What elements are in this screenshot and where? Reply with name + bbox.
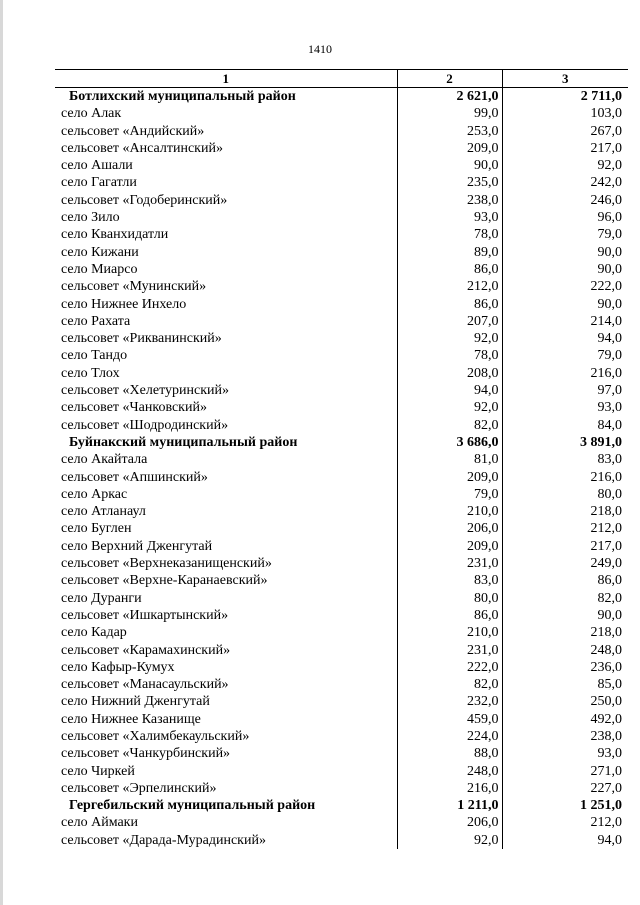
row-value-col-2: 216,0: [397, 780, 502, 797]
row-value-col-3: 2 711,0: [502, 88, 628, 106]
row-value-col-3: 248,0: [502, 642, 628, 659]
row-value-col-2: 92,0: [397, 330, 502, 347]
row-value-col-3: 212,0: [502, 814, 628, 831]
row-name: село Алак: [61, 106, 122, 122]
row-value-col-2: 206,0: [397, 520, 502, 537]
row-value-col-3: 212,0: [502, 520, 628, 537]
row-value-col-2: 209,0: [397, 538, 502, 555]
row-value-col-3: 218,0: [502, 503, 628, 520]
row-value-col-2: 231,0: [397, 642, 502, 659]
row-value-col-3: 267,0: [502, 123, 628, 140]
row-name: село Кванхидатли: [61, 227, 169, 243]
row-value-col-3: 92,0: [502, 157, 628, 174]
table-row: [55, 347, 628, 364]
row-value-col-3: 90,0: [502, 244, 628, 261]
row-name: сельсовет «Хелетуринский»: [61, 383, 229, 399]
row-value-col-2: 82,0: [397, 417, 502, 434]
row-name: сельсовет «Халимбекаульский»: [61, 728, 250, 744]
row-name: село Рахата: [61, 313, 131, 329]
row-value-col-3: 84,0: [502, 417, 628, 434]
table-row: [55, 296, 628, 313]
row-value-col-2: 82,0: [397, 676, 502, 693]
header-col-2: 2: [397, 70, 502, 88]
row-name: село Зило: [61, 210, 120, 226]
row-value-col-3: 246,0: [502, 192, 628, 209]
row-name: село Тлох: [61, 365, 120, 381]
row-value-col-2: 209,0: [397, 140, 502, 157]
table-row: [55, 399, 628, 416]
row-name: Буйнакский муниципальный район: [69, 434, 298, 450]
table-row: [55, 745, 628, 762]
row-value-col-2: 83,0: [397, 572, 502, 589]
row-value-col-2: 206,0: [397, 814, 502, 831]
row-value-col-3: 222,0: [502, 278, 628, 295]
row-value-col-2: 3 686,0: [397, 434, 502, 451]
row-value-col-2: 210,0: [397, 624, 502, 641]
table-row: [55, 814, 628, 831]
table-row: [55, 676, 628, 693]
row-value-col-2: 92,0: [397, 832, 502, 849]
row-value-col-3: 3 891,0: [502, 434, 628, 451]
table-row: [55, 365, 628, 382]
row-value-col-3: 79,0: [502, 347, 628, 364]
table-header: [55, 70, 628, 88]
row-value-col-2: 224,0: [397, 728, 502, 745]
table-row: [55, 192, 628, 209]
table-row: [55, 105, 628, 122]
table-row: [55, 763, 628, 780]
header-col-3: 3: [502, 70, 628, 88]
row-value-col-3: 79,0: [502, 226, 628, 243]
row-name: сельсовет «Эрпелинский»: [61, 780, 217, 796]
row-value-col-2: 86,0: [397, 607, 502, 624]
table-row: [55, 711, 628, 728]
row-name: сельсовет «Чанкурбинский»: [61, 746, 231, 762]
row-name: сельсовет «Рикванинский»: [61, 331, 222, 347]
row-value-col-2: 80,0: [397, 590, 502, 607]
row-name: сельсовет «Дарада-Мурадинский»: [61, 832, 266, 848]
row-value-col-2: 238,0: [397, 192, 502, 209]
row-name: сельсовет «Годоберинский»: [61, 192, 228, 208]
row-value-col-2: 93,0: [397, 209, 502, 226]
row-value-col-2: 78,0: [397, 347, 502, 364]
row-value-col-2: 81,0: [397, 451, 502, 468]
scan-edge: [0, 0, 3, 905]
table-row: [55, 503, 628, 520]
row-name: село Кадар: [61, 625, 127, 641]
row-value-col-3: 93,0: [502, 745, 628, 762]
row-name: село Нижний Дженгутай: [61, 694, 210, 710]
table-row: [55, 555, 628, 572]
table-row: [55, 313, 628, 330]
row-name: село Кижани: [61, 244, 139, 260]
table-row: [55, 780, 628, 797]
table-row: [55, 572, 628, 589]
row-value-col-2: 208,0: [397, 365, 502, 382]
row-value-col-3: 238,0: [502, 728, 628, 745]
row-value-col-2: 90,0: [397, 157, 502, 174]
table-row: [55, 486, 628, 503]
row-value-col-2: 210,0: [397, 503, 502, 520]
row-value-col-3: 90,0: [502, 261, 628, 278]
row-value-col-3: 218,0: [502, 624, 628, 641]
row-value-col-2: 253,0: [397, 123, 502, 140]
row-name: сельсовет «Апшинский»: [61, 469, 208, 485]
table-row: [55, 244, 628, 261]
row-value-col-2: 86,0: [397, 261, 502, 278]
table-row: [55, 607, 628, 624]
row-value-col-2: 235,0: [397, 174, 502, 191]
row-name: сельсовет «Верхнеказанищенский»: [61, 556, 272, 572]
row-value-col-2: 88,0: [397, 745, 502, 762]
page-number: 1410: [308, 42, 332, 56]
row-name: сельсовет «Андийский»: [61, 123, 205, 139]
row-value-col-2: 212,0: [397, 278, 502, 295]
table-row: [55, 693, 628, 710]
row-value-col-3: 492,0: [502, 711, 628, 728]
row-value-col-3: 93,0: [502, 399, 628, 416]
row-value-col-3: 236,0: [502, 659, 628, 676]
row-name: село Акайтала: [61, 452, 148, 468]
row-value-col-3: 90,0: [502, 607, 628, 624]
row-name: сельсовет «Ишкартынский»: [61, 607, 229, 623]
row-value-col-3: 96,0: [502, 209, 628, 226]
table-row: [55, 382, 628, 399]
header-col-1: 1: [55, 70, 397, 88]
data-table: [55, 69, 628, 849]
table-row: [55, 278, 628, 295]
row-value-col-2: 232,0: [397, 693, 502, 710]
row-name: село Аркас: [61, 486, 128, 502]
row-value-col-3: 271,0: [502, 763, 628, 780]
table-body: [55, 88, 628, 850]
data-table-container: [55, 69, 628, 849]
row-value-col-3: 83,0: [502, 451, 628, 468]
row-value-col-2: 1 211,0: [397, 797, 502, 814]
row-value-col-3: 214,0: [502, 313, 628, 330]
table-row: [55, 520, 628, 537]
row-value-col-3: 250,0: [502, 693, 628, 710]
row-name: село Ашали: [61, 158, 133, 174]
row-value-col-2: 209,0: [397, 469, 502, 486]
row-value-col-2: 207,0: [397, 313, 502, 330]
district-row: [55, 434, 628, 451]
row-value-col-2: 231,0: [397, 555, 502, 572]
table-row: [55, 417, 628, 434]
table-row: [55, 624, 628, 641]
row-value-col-3: 94,0: [502, 330, 628, 347]
table-row: [55, 140, 628, 157]
row-value-col-2: 99,0: [397, 105, 502, 122]
row-name: Ботлихский муниципальный район: [69, 89, 296, 104]
row-name: село Верхний Дженгутай: [61, 538, 213, 554]
table-row: [55, 728, 628, 745]
row-value-col-3: 217,0: [502, 140, 628, 157]
row-name: село Нижнее Инхело: [61, 296, 187, 312]
row-name: село Аймаки: [61, 815, 138, 831]
table-row: [55, 659, 628, 676]
table-row: [55, 261, 628, 278]
row-name: село Гагатли: [61, 175, 137, 191]
row-value-col-3: 216,0: [502, 469, 628, 486]
row-name: село Миарсо: [61, 261, 138, 277]
row-name: сельсовет «Ансалтинский»: [61, 140, 223, 156]
row-value-col-3: 242,0: [502, 174, 628, 191]
row-value-col-2: 78,0: [397, 226, 502, 243]
district-row: [55, 797, 628, 814]
row-name: село Атланаул: [61, 504, 146, 520]
row-name: сельсовет «Манасаульский»: [61, 677, 229, 693]
table-row: [55, 538, 628, 555]
row-value-col-3: 86,0: [502, 572, 628, 589]
row-name: сельсовет «Верхне-Каранаевский»: [61, 573, 268, 589]
row-name: село Буглен: [61, 521, 132, 537]
row-value-col-3: 217,0: [502, 538, 628, 555]
row-value-col-2: 2 621,0: [397, 88, 502, 106]
table-row: [55, 469, 628, 486]
row-name: село Нижнее Казанище: [61, 711, 201, 727]
row-value-col-3: 80,0: [502, 486, 628, 503]
table-row: [55, 642, 628, 659]
table-row: [55, 174, 628, 191]
row-value-col-2: 89,0: [397, 244, 502, 261]
row-value-col-3: 249,0: [502, 555, 628, 572]
row-value-col-2: 86,0: [397, 296, 502, 313]
row-value-col-2: 248,0: [397, 763, 502, 780]
table-row: [55, 451, 628, 468]
table-row: [55, 590, 628, 607]
row-value-col-3: 1 251,0: [502, 797, 628, 814]
row-value-col-2: 222,0: [397, 659, 502, 676]
row-value-col-3: 82,0: [502, 590, 628, 607]
row-name: сельсовет «Мунинский»: [61, 279, 207, 295]
row-name: село Дуранги: [61, 590, 142, 606]
table-row: [55, 330, 628, 347]
row-value-col-3: 216,0: [502, 365, 628, 382]
row-value-col-3: 94,0: [502, 832, 628, 849]
table-row: [55, 226, 628, 243]
header-row: [55, 70, 628, 88]
table-row: [55, 157, 628, 174]
row-name: село Кафыр-Кумух: [61, 659, 175, 675]
row-value-col-3: 227,0: [502, 780, 628, 797]
row-name: село Чиркей: [61, 763, 135, 779]
row-value-col-3: 85,0: [502, 676, 628, 693]
row-name: сельсовет «Карамахинский»: [61, 642, 231, 658]
district-row: [55, 88, 628, 106]
row-name: сельсовет «Шодродинский»: [61, 417, 229, 433]
table-row: [55, 123, 628, 140]
row-value-col-3: 90,0: [502, 296, 628, 313]
row-value-col-2: 459,0: [397, 711, 502, 728]
table-row: [55, 209, 628, 226]
row-name: Гергебильский муниципальный район: [69, 798, 316, 814]
row-name: село Тандо: [61, 348, 128, 364]
row-name: сельсовет «Чанковский»: [61, 400, 207, 416]
row-value-col-2: 94,0: [397, 382, 502, 399]
row-value-col-2: 92,0: [397, 399, 502, 416]
row-value-col-3: 103,0: [502, 105, 628, 122]
row-value-col-2: 79,0: [397, 486, 502, 503]
table-row: [55, 832, 628, 849]
row-value-col-3: 97,0: [502, 382, 628, 399]
